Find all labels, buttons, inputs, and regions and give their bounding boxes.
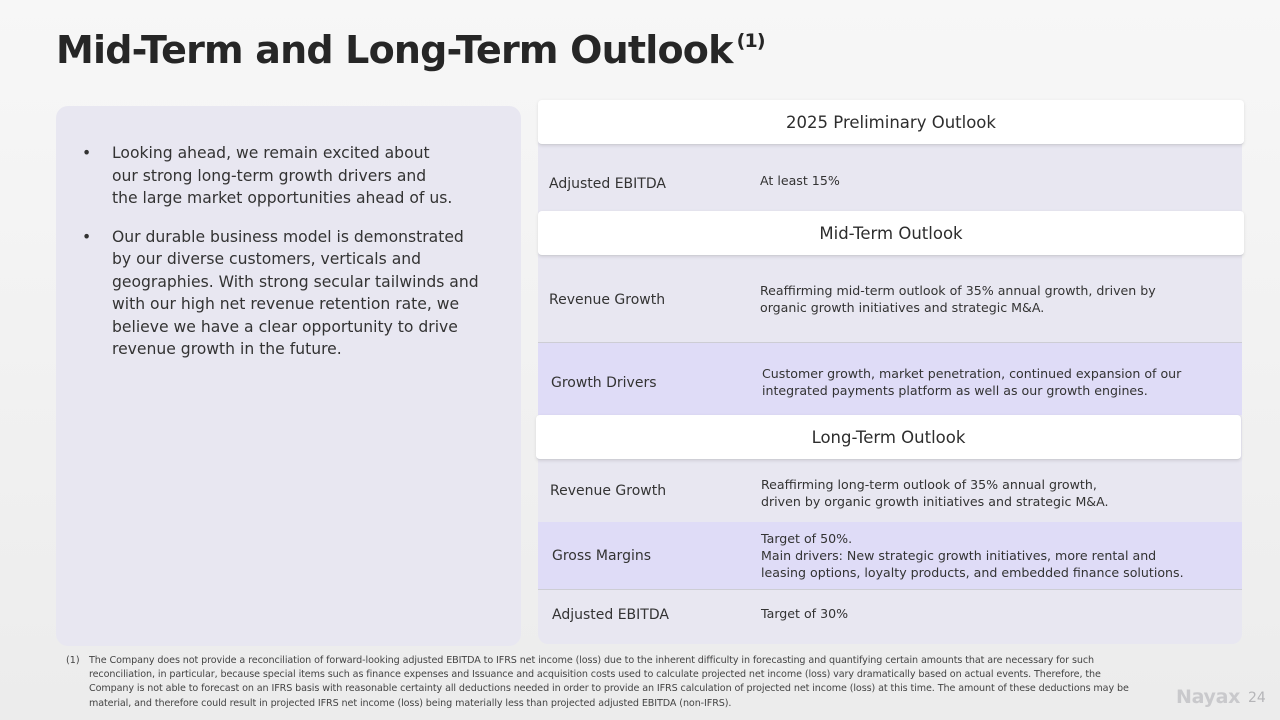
outlook-table xyxy=(538,100,1242,644)
footnote-number: (1) xyxy=(66,655,80,666)
row-value: Reaffirming mid-term outlook of 35% annual growth, driven by organic growth initiatives and strategic M&A. xyxy=(760,283,1156,315)
section-heading-preliminary: 2025 Preliminary Outlook xyxy=(538,100,1244,145)
section-heading-long-term: Long-Term Outlook xyxy=(536,415,1241,460)
footnote xyxy=(66,654,1146,711)
row-label: Revenue Growth xyxy=(549,292,666,308)
summary-bullets xyxy=(82,142,482,377)
bullet-text: Looking ahead, we remain excited about our strong long-term growth drivers and the large market opportunities ahead of us. xyxy=(112,144,453,207)
table-row xyxy=(538,461,1242,522)
bullet-item xyxy=(82,142,482,210)
summary-panel xyxy=(56,106,521,646)
row-value: Reaffirming long-term outlook of 35% annual growth, driven by organic growth initiatives and strategic M&A. xyxy=(761,477,1109,509)
row-value: At least 15% xyxy=(760,173,840,188)
table-row xyxy=(538,146,1242,211)
page-number: 24 xyxy=(1248,690,1266,706)
row-value: Customer growth, market penetration, continued expansion of our integrated payments platform as well as our growth engines. xyxy=(762,366,1182,398)
table-row xyxy=(538,342,1242,415)
row-label: Growth Drivers xyxy=(551,375,657,391)
title-footnote-ref: (1) xyxy=(736,30,765,52)
bullet-item xyxy=(82,226,482,361)
footnote-text: The Company does not provide a reconciliation of forward-looking adjusted EBITDA to IFRS net income (loss) due to the inherent difficulty in forecasting and quantifying certain amounts that are necessary for such reconciliation, in particular, because special items such as finance expenses and Issuance and acquisition costs used to calculate projected net income (loss) vary dramatically based on actual events. Therefore, the Company is not able to forecast on an IFRS basis with reasonable certainty all deductions needed in order to provide an IFRS calculation of projected net income (loss) at this time. The amount of these deductions may be material, and therefore could result in projected IFRS net income (loss) being materially less than projected adjusted EBITDA (non-IFRS). xyxy=(89,655,1129,709)
row-label: Revenue Growth xyxy=(550,483,667,499)
row-value: Target of 30% xyxy=(761,606,849,621)
section-heading-mid-term: Mid-Term Outlook xyxy=(538,211,1244,256)
table-row xyxy=(538,589,1242,644)
bullet-text: Our durable business model is demonstrated by our diverse customers, verticals and geographies. With strong secular tailwinds and with our high net revenue retention rate, we believe we have a clear opportunity to drive revenue growth in the future. xyxy=(112,227,479,358)
row-label: Adjusted EBITDA xyxy=(552,607,669,623)
table-row xyxy=(538,257,1242,342)
row-label: Gross Margins xyxy=(552,548,652,564)
page-title-text: Mid-Term and Long-Term Outlook xyxy=(56,28,733,72)
row-label: Adjusted EBITDA xyxy=(549,176,666,192)
row-value: Target of 50%. Main drivers: New strategic growth initiatives, more rental and leasing options, loyalty products, and embedded finance solutions. xyxy=(761,531,1184,580)
nayax-logo: Nayax xyxy=(1176,686,1241,708)
page-title xyxy=(56,28,765,72)
table-row xyxy=(538,522,1242,589)
